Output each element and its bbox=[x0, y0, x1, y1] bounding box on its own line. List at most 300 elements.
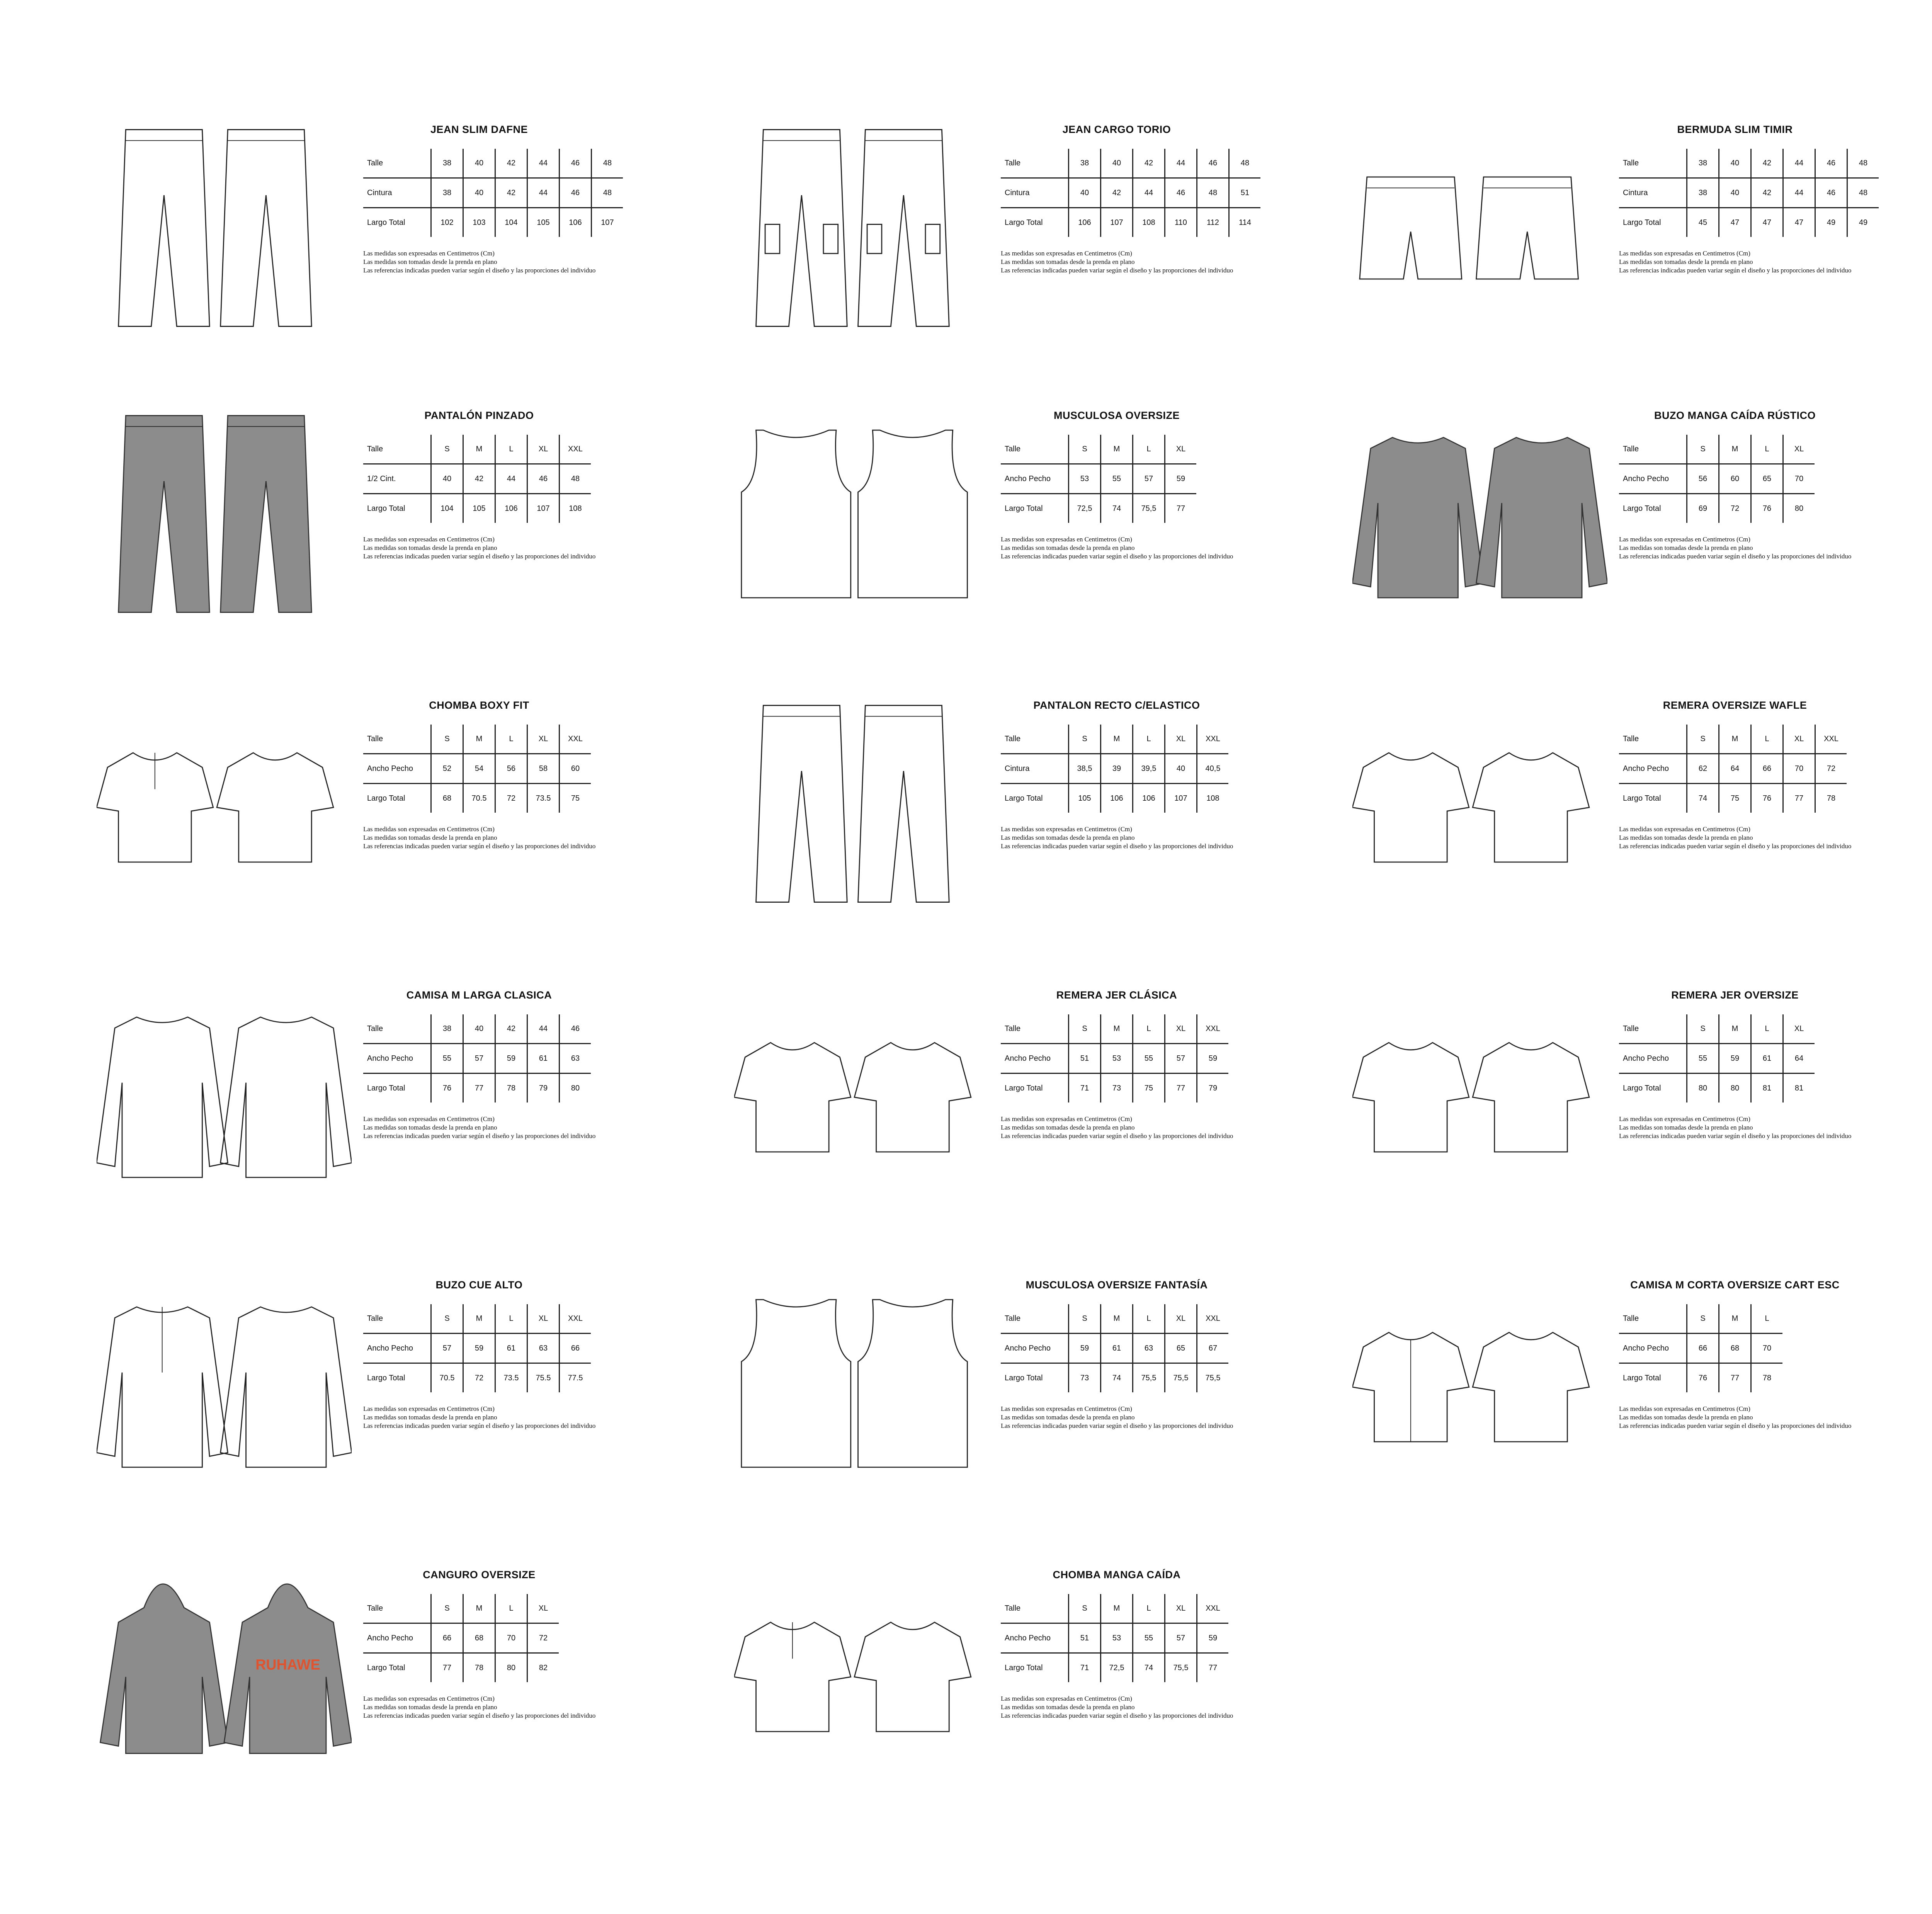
table-cell: 56 bbox=[495, 754, 527, 784]
table-cell: 42 bbox=[1751, 149, 1783, 178]
size-table bbox=[1619, 149, 1879, 237]
size-info bbox=[363, 116, 719, 275]
tshirt-icon bbox=[734, 982, 989, 1206]
table-row bbox=[1001, 1334, 1228, 1363]
note-line: Las medidas son expresadas en Centimetros (Cm) bbox=[1001, 536, 1132, 543]
table-cell: 63 bbox=[1133, 1334, 1165, 1363]
table-row bbox=[1001, 494, 1196, 523]
table-cell: XXL bbox=[1197, 1304, 1229, 1334]
product-title: PANTALON RECTO C/ELASTICO bbox=[1033, 699, 1200, 711]
row-label: Talle bbox=[1001, 149, 1069, 178]
row-label: Talle bbox=[363, 435, 431, 464]
table-row bbox=[363, 208, 623, 237]
table-cell: 45 bbox=[1687, 208, 1719, 237]
table-cell: 47 bbox=[1719, 208, 1751, 237]
table-row bbox=[1001, 435, 1196, 464]
table-cell: 66 bbox=[431, 1623, 463, 1653]
table-cell: M bbox=[1101, 1594, 1133, 1623]
row-label: Talle bbox=[1619, 435, 1687, 464]
measurement-notes bbox=[363, 1115, 719, 1140]
note-line: Las medidas son tomadas desde la prenda en plano bbox=[1001, 258, 1135, 265]
table-row bbox=[1001, 464, 1196, 494]
size-info bbox=[363, 1271, 719, 1430]
note-line: Las medidas son expresadas en Centimetros (Cm) bbox=[1619, 250, 1750, 257]
table-row bbox=[1619, 754, 1847, 784]
table-cell: 47 bbox=[1783, 208, 1815, 237]
row-label: Largo Total bbox=[1623, 504, 1661, 513]
table-cell: 61 bbox=[527, 1044, 560, 1074]
garment-sketch bbox=[97, 982, 352, 1206]
note-line: Las referencias indicadas pueden variar según el diseño y las proporciones del individuo bbox=[1619, 553, 1852, 560]
table-cell: 75 bbox=[1133, 1074, 1165, 1103]
table-cell: 72,5 bbox=[1101, 1653, 1133, 1683]
table-row bbox=[1619, 435, 1815, 464]
table-cell: 42 bbox=[495, 178, 527, 208]
long-sleeve-shirt-icon bbox=[97, 982, 352, 1206]
table-cell: 55 bbox=[1133, 1623, 1165, 1653]
note-line: Las medidas son tomadas desde la prenda en plano bbox=[1619, 834, 1753, 841]
size-table bbox=[363, 725, 591, 813]
short-sleeve-shirt-icon bbox=[1352, 1271, 1607, 1495]
size-info bbox=[1619, 982, 1932, 1140]
table-cell: 106 bbox=[1069, 208, 1101, 237]
product-title: BERMUDA SLIM TIMIR bbox=[1677, 124, 1793, 135]
table-cell: 39,5 bbox=[1133, 754, 1165, 784]
row-label: Talle bbox=[1001, 435, 1069, 464]
size-table bbox=[363, 1594, 559, 1682]
table-cell: L bbox=[1751, 435, 1783, 464]
size-table bbox=[363, 1014, 591, 1102]
row-label: Talle bbox=[1619, 149, 1687, 178]
row-label: Largo Total bbox=[1005, 1084, 1043, 1092]
table-cell: 46 bbox=[560, 178, 592, 208]
table-cell: XL bbox=[1783, 725, 1815, 754]
table-cell: 106 bbox=[495, 494, 527, 523]
table-row bbox=[1001, 784, 1228, 813]
table-cell: 42 bbox=[1133, 149, 1165, 178]
elastic-pants-icon bbox=[734, 692, 989, 916]
table-row bbox=[1001, 1304, 1228, 1334]
table-cell: L bbox=[1751, 1014, 1783, 1044]
table-row bbox=[1001, 1014, 1228, 1044]
table-cell: 74 bbox=[1101, 494, 1133, 523]
note-line: Las medidas son tomadas desde la prenda en plano bbox=[363, 1414, 497, 1421]
table-cell: 39 bbox=[1101, 754, 1133, 784]
table-cell: 64 bbox=[1719, 754, 1751, 784]
table-cell: 73.5 bbox=[495, 1363, 527, 1393]
table-cell: 114 bbox=[1229, 208, 1261, 237]
table-cell: S bbox=[431, 435, 463, 464]
table-cell: M bbox=[463, 435, 495, 464]
table-cell: 74 bbox=[1133, 1653, 1165, 1683]
note-line: Las medidas son tomadas desde la prenda en plano bbox=[1001, 1414, 1135, 1421]
table-cell: XXL bbox=[1197, 725, 1229, 754]
table-cell: 104 bbox=[431, 494, 463, 523]
row-label: Ancho Pecho bbox=[1619, 1044, 1687, 1074]
size-table bbox=[363, 149, 623, 237]
row-label: Largo Total bbox=[1005, 794, 1043, 803]
table-cell: XL bbox=[1165, 1594, 1197, 1623]
table-cell: 71 bbox=[1069, 1653, 1101, 1683]
table-cell: 55 bbox=[1101, 464, 1133, 494]
table-cell: 42 bbox=[1101, 178, 1133, 208]
table-cell: 55 bbox=[1687, 1044, 1719, 1074]
table-cell: 40 bbox=[431, 464, 463, 494]
table-cell: S bbox=[1687, 1014, 1719, 1044]
note-line: Las medidas son tomadas desde la prenda en plano bbox=[1001, 1703, 1135, 1711]
table-cell: M bbox=[1101, 435, 1133, 464]
measurement-notes bbox=[1001, 249, 1356, 275]
size-table bbox=[1001, 1304, 1228, 1392]
note-line: Las medidas son tomadas desde la prenda en plano bbox=[363, 258, 497, 265]
note-line: Las medidas son expresadas en Centimetros (Cm) bbox=[363, 825, 495, 833]
table-cell: 46 bbox=[1197, 149, 1229, 178]
product-card bbox=[97, 982, 723, 1252]
table-cell: 78 bbox=[1815, 784, 1847, 813]
measurement-notes bbox=[1001, 535, 1356, 561]
table-row bbox=[1001, 1044, 1228, 1074]
table-cell: 54 bbox=[463, 754, 495, 784]
product-title: JEAN CARGO TORIO bbox=[1062, 124, 1171, 135]
note-line: Las referencias indicadas pueden variar según el diseño y las proporciones del individuo bbox=[1001, 1132, 1233, 1140]
row-label: Cintura bbox=[1001, 178, 1069, 208]
table-cell: XXL bbox=[1197, 1594, 1229, 1623]
table-cell: S bbox=[1069, 725, 1101, 754]
note-line: Las referencias indicadas pueden variar según el diseño y las proporciones del individuo bbox=[1619, 1132, 1852, 1140]
garment-sketch bbox=[1352, 1271, 1607, 1495]
size-table bbox=[1001, 725, 1228, 813]
table-cell: 73.5 bbox=[527, 784, 560, 813]
table-cell: 53 bbox=[1101, 1623, 1133, 1653]
table-cell: 107 bbox=[527, 494, 560, 523]
table-cell: 44 bbox=[1165, 149, 1197, 178]
table-row bbox=[363, 1653, 559, 1683]
table-cell: S bbox=[1069, 1304, 1101, 1334]
table-cell: 40,5 bbox=[1197, 754, 1229, 784]
row-label: Ancho Pecho bbox=[363, 754, 431, 784]
note-line: Las medidas son expresadas en Centimetros (Cm) bbox=[1619, 1115, 1750, 1123]
table-row bbox=[1619, 1074, 1815, 1103]
table-cell: 38 bbox=[1687, 178, 1719, 208]
product-card bbox=[734, 402, 1360, 672]
table-cell: 48 bbox=[1197, 178, 1229, 208]
table-cell: 106 bbox=[1133, 784, 1165, 813]
table-cell: 77 bbox=[1165, 494, 1197, 523]
size-info bbox=[1001, 1271, 1356, 1430]
table-cell: 76 bbox=[1751, 784, 1783, 813]
table-row bbox=[363, 149, 623, 178]
row-label: Largo Total bbox=[367, 504, 405, 513]
table-cell: 105 bbox=[527, 208, 560, 237]
table-cell: S bbox=[1687, 725, 1719, 754]
row-label: Largo Total bbox=[367, 218, 405, 227]
size-info bbox=[363, 1561, 719, 1720]
size-info bbox=[1001, 692, 1356, 851]
table-cell: 61 bbox=[495, 1334, 527, 1363]
table-row bbox=[1619, 208, 1879, 237]
table-cell: 108 bbox=[1197, 784, 1229, 813]
table-row bbox=[1619, 1304, 1782, 1334]
table-cell: 44 bbox=[1133, 178, 1165, 208]
tank-top-icon bbox=[734, 402, 989, 626]
table-cell: 56 bbox=[1687, 464, 1719, 494]
table-row bbox=[1001, 754, 1228, 784]
table-cell: 40 bbox=[1719, 178, 1751, 208]
row-label: Ancho Pecho bbox=[363, 1623, 431, 1653]
note-line: Las referencias indicadas pueden variar según el diseño y las proporciones del individuo bbox=[1001, 553, 1233, 560]
table-cell: 58 bbox=[527, 754, 560, 784]
table-cell: XL bbox=[1165, 725, 1197, 754]
row-label: Ancho Pecho bbox=[363, 1044, 431, 1074]
table-cell: 70.5 bbox=[463, 784, 495, 813]
table-cell: 60 bbox=[1719, 464, 1751, 494]
table-cell: 48 bbox=[1229, 149, 1261, 178]
table-row bbox=[363, 1304, 591, 1334]
size-info bbox=[1001, 982, 1356, 1140]
note-line: Las medidas son expresadas en Centimetros (Cm) bbox=[1001, 250, 1132, 257]
table-cell: 40 bbox=[1069, 178, 1101, 208]
trousers-grey-icon bbox=[97, 402, 352, 626]
note-line: Las referencias indicadas pueden variar según el diseño y las proporciones del individuo bbox=[363, 1422, 596, 1429]
measurement-notes bbox=[1619, 249, 1932, 275]
table-cell: 72 bbox=[463, 1363, 495, 1393]
garment-sketch bbox=[1352, 692, 1607, 916]
measurement-notes bbox=[1619, 535, 1932, 561]
table-row bbox=[1619, 178, 1879, 208]
table-cell: 76 bbox=[431, 1074, 463, 1103]
table-row bbox=[1001, 1363, 1228, 1393]
size-table bbox=[1619, 1014, 1815, 1102]
table-cell: 48 bbox=[1847, 149, 1879, 178]
size-info bbox=[1619, 1271, 1932, 1430]
note-line: Las referencias indicadas pueden variar según el diseño y las proporciones del individuo bbox=[1619, 267, 1852, 274]
table-cell: M bbox=[463, 1594, 495, 1623]
table-cell: 49 bbox=[1847, 208, 1879, 237]
product-title: MUSCULOSA OVERSIZE FANTASÍA bbox=[1026, 1279, 1208, 1291]
table-cell: XL bbox=[527, 1594, 559, 1623]
product-title: MUSCULOSA OVERSIZE bbox=[1053, 410, 1180, 421]
table-cell: 74 bbox=[1101, 1363, 1133, 1393]
note-line: Las referencias indicadas pueden variar según el diseño y las proporciones del individuo bbox=[363, 267, 596, 274]
table-cell: 47 bbox=[1751, 208, 1783, 237]
table-cell: 77 bbox=[1197, 1653, 1229, 1683]
table-cell: 42 bbox=[463, 464, 495, 494]
table-cell: 51 bbox=[1069, 1044, 1101, 1074]
size-table bbox=[363, 435, 591, 523]
garment-sketch bbox=[97, 402, 352, 626]
table-cell: M bbox=[1101, 725, 1133, 754]
table-cell: 79 bbox=[527, 1074, 560, 1103]
row-label: Talle bbox=[363, 725, 431, 754]
product-card bbox=[1352, 1271, 1932, 1542]
table-cell: 44 bbox=[527, 178, 560, 208]
table-cell: L bbox=[1133, 435, 1165, 464]
table-cell: 65 bbox=[1165, 1334, 1197, 1363]
measurement-notes bbox=[1001, 825, 1356, 851]
table-cell: 78 bbox=[495, 1074, 527, 1103]
row-label: Largo Total bbox=[1623, 218, 1661, 227]
table-cell: 38 bbox=[1069, 149, 1101, 178]
table-cell: 49 bbox=[1815, 208, 1847, 237]
table-cell: 60 bbox=[560, 754, 591, 784]
table-cell: 59 bbox=[1719, 1044, 1751, 1074]
garment-sketch bbox=[1352, 116, 1607, 340]
table-cell: 44 bbox=[1783, 149, 1815, 178]
table-cell: 59 bbox=[1197, 1044, 1229, 1074]
row-label: Largo Total bbox=[367, 1373, 405, 1382]
table-cell: 72 bbox=[1719, 494, 1751, 523]
size-info bbox=[1001, 1561, 1356, 1720]
row-label: Largo Total bbox=[367, 1663, 405, 1672]
table-cell: 53 bbox=[1101, 1044, 1133, 1074]
note-line: Las medidas son expresadas en Centimetros (Cm) bbox=[363, 1695, 495, 1702]
table-row bbox=[363, 754, 591, 784]
table-cell: 68 bbox=[1719, 1334, 1751, 1363]
table-cell: S bbox=[1687, 1304, 1719, 1334]
note-line: Las medidas son expresadas en Centimetros (Cm) bbox=[1001, 825, 1132, 833]
table-row bbox=[1619, 1014, 1815, 1044]
note-line: Las medidas son tomadas desde la prenda en plano bbox=[1001, 834, 1135, 841]
table-cell: 57 bbox=[1165, 1044, 1197, 1074]
table-cell: 38 bbox=[431, 149, 463, 178]
table-cell: 38,5 bbox=[1069, 754, 1101, 784]
table-cell: L bbox=[495, 725, 527, 754]
product-title: CHOMBA MANGA CAÍDA bbox=[1053, 1569, 1181, 1581]
product-title: CAMISA M LARGA CLASICA bbox=[406, 989, 552, 1001]
table-cell: 57 bbox=[1165, 1623, 1197, 1653]
table-cell: S bbox=[431, 1304, 463, 1334]
table-cell: 76 bbox=[1751, 494, 1783, 523]
garment-sketch bbox=[734, 982, 989, 1206]
row-label: Largo Total bbox=[1623, 1373, 1661, 1382]
table-cell: 51 bbox=[1229, 178, 1261, 208]
row-label: Talle bbox=[1001, 725, 1069, 754]
table-cell: XL bbox=[1783, 1014, 1815, 1044]
table-cell: 40 bbox=[1165, 754, 1197, 784]
table-cell: 46 bbox=[1165, 178, 1197, 208]
row-label: Talle bbox=[363, 1594, 431, 1623]
table-cell: S bbox=[1069, 435, 1101, 464]
table-cell: 106 bbox=[560, 208, 592, 237]
table-cell: XL bbox=[1165, 1304, 1197, 1334]
table-cell: 48 bbox=[1847, 178, 1879, 208]
row-label: Talle bbox=[1619, 1014, 1687, 1044]
measurement-notes bbox=[1619, 1405, 1932, 1430]
table-row bbox=[1001, 1653, 1228, 1683]
table-row bbox=[363, 464, 591, 494]
table-cell: XL bbox=[527, 725, 560, 754]
note-line: Las medidas son tomadas desde la prenda en plano bbox=[1619, 1414, 1753, 1421]
size-info bbox=[1001, 116, 1356, 275]
table-cell: XL bbox=[1783, 435, 1815, 464]
table-cell: S bbox=[431, 725, 463, 754]
table-cell: L bbox=[1133, 1304, 1165, 1334]
table-cell: 77 bbox=[1719, 1363, 1751, 1393]
product-card bbox=[97, 116, 723, 386]
garment-sketch bbox=[1352, 402, 1607, 626]
table-row bbox=[1001, 1623, 1228, 1653]
table-cell: 70 bbox=[495, 1623, 527, 1653]
garment-sketch bbox=[734, 1561, 989, 1785]
product-card bbox=[734, 116, 1360, 386]
product-card bbox=[97, 692, 723, 962]
table-row bbox=[1619, 784, 1847, 813]
table-cell: S bbox=[1069, 1594, 1101, 1623]
product-card bbox=[1352, 116, 1932, 386]
table-row bbox=[1001, 725, 1228, 754]
table-cell: 52 bbox=[431, 754, 463, 784]
note-line: Las medidas son expresadas en Centimetros (Cm) bbox=[1001, 1115, 1132, 1123]
table-cell: 40 bbox=[1101, 149, 1133, 178]
table-cell: 44 bbox=[1783, 178, 1815, 208]
table-cell: 68 bbox=[431, 784, 463, 813]
note-line: Las medidas son tomadas desde la prenda en plano bbox=[363, 1703, 497, 1711]
garment-sketch bbox=[97, 116, 352, 340]
size-info bbox=[1619, 116, 1932, 275]
row-label: Ancho Pecho bbox=[1619, 464, 1687, 494]
table-cell: 105 bbox=[463, 494, 495, 523]
table-cell: 59 bbox=[1069, 1334, 1101, 1363]
table-cell: XL bbox=[1165, 435, 1197, 464]
product-card bbox=[97, 1271, 723, 1542]
table-cell: 40 bbox=[1719, 149, 1751, 178]
table-cell: 62 bbox=[1687, 754, 1719, 784]
table-cell: 42 bbox=[495, 149, 527, 178]
table-cell: L bbox=[495, 1304, 527, 1334]
table-cell: 61 bbox=[1751, 1044, 1783, 1074]
table-cell: 107 bbox=[592, 208, 623, 237]
row-label: Talle bbox=[363, 1014, 431, 1044]
size-info bbox=[1619, 692, 1932, 851]
row-label: Ancho Pecho bbox=[1001, 1044, 1069, 1074]
table-row bbox=[1619, 494, 1815, 523]
table-cell: XL bbox=[527, 1304, 560, 1334]
row-label: Largo Total bbox=[367, 1084, 405, 1092]
table-cell: 44 bbox=[527, 149, 560, 178]
table-row bbox=[1619, 149, 1879, 178]
product-card bbox=[1352, 692, 1932, 962]
row-label: Largo Total bbox=[1005, 1663, 1043, 1672]
table-cell: 46 bbox=[560, 1014, 591, 1044]
table-cell: 77 bbox=[463, 1074, 495, 1103]
row-label: Ancho Pecho bbox=[1001, 1334, 1069, 1363]
note-line: Las medidas son tomadas desde la prenda en plano bbox=[363, 544, 497, 551]
table-row bbox=[1619, 1044, 1815, 1074]
table-cell: 75 bbox=[560, 784, 591, 813]
table-row bbox=[363, 784, 591, 813]
table-row bbox=[1619, 1334, 1782, 1363]
product-card bbox=[734, 1561, 1360, 1832]
row-label: Talle bbox=[1001, 1304, 1069, 1334]
table-cell: 77 bbox=[1165, 1074, 1197, 1103]
table-row bbox=[1001, 208, 1260, 237]
table-cell: 63 bbox=[560, 1044, 591, 1074]
note-line: Las medidas son expresadas en Centimetros (Cm) bbox=[1619, 536, 1750, 543]
garment-sketch bbox=[1352, 982, 1607, 1206]
table-row bbox=[363, 435, 591, 464]
product-card bbox=[97, 1561, 723, 1832]
row-label: Ancho Pecho bbox=[1619, 754, 1687, 784]
table-cell: XXL bbox=[560, 1304, 591, 1334]
note-line: Las medidas son tomadas desde la prenda en plano bbox=[1619, 258, 1753, 265]
table-cell: 75,5 bbox=[1197, 1363, 1229, 1393]
note-line: Las medidas son tomadas desde la prenda en plano bbox=[363, 1124, 497, 1131]
table-cell: XL bbox=[527, 435, 560, 464]
size-table bbox=[1001, 149, 1260, 237]
row-label: Largo Total bbox=[1623, 1084, 1661, 1092]
table-cell: 57 bbox=[1133, 464, 1165, 494]
table-cell: S bbox=[431, 1594, 463, 1623]
